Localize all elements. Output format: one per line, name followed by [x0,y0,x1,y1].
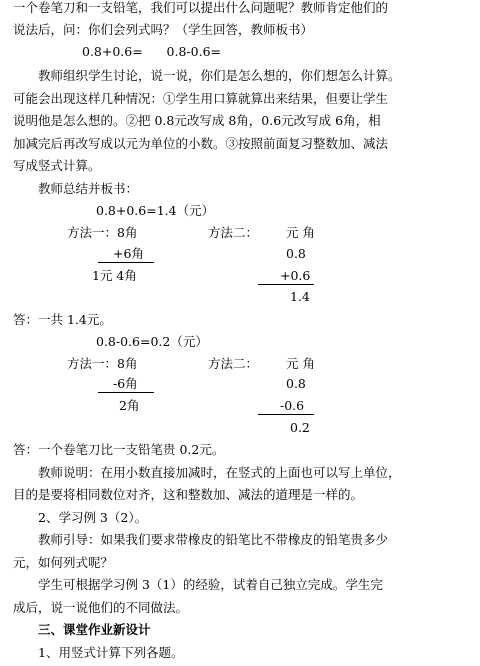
addition-equation: 0.8+0.6=1.4（元） [96,203,215,218]
subtraction-method2-row2: -0.6 [280,398,305,413]
addition-method2-row1: 0.8 [286,246,306,261]
subtraction-method2-line [258,414,314,415]
subtraction-method2-result: 0.2 [290,420,310,435]
paragraph-line: 写成竖式计算。 [13,158,101,173]
student-line: 成后，说一说他们的不同做法。 [13,600,189,615]
addition-method2-unit: 元角 [286,225,320,240]
addition-method2-line [258,284,314,285]
subtraction-method1-result: 2角 [119,398,140,413]
paragraph-line: 教师组织学生讨论，说一说，你们是怎么想的，你们想怎么计算。 [38,68,401,83]
addition-method2-result: 1.4 [290,289,310,304]
exercise-item: 1、用竖式计算下列各题。 [38,645,184,660]
explanation-line: 目的是要将相同数位对齐，这和整数加、减法的道理是一样的。 [13,487,364,502]
subtraction-method2-unit: 元角 [286,356,320,371]
addition-method2-row2: +0.6 [280,268,311,283]
addition-method1-row2: +6角 [113,246,144,261]
subtraction-equation: 0.8-0.6=0.2（元） [96,334,208,349]
explanation-line: 教师说明：在用小数直接加减时，在竖式的上面也可以写上单位， [38,465,401,480]
subtraction-answer: 答：一个卷笔刀比一支铅笔贵 0.2元。 [13,442,225,457]
summary-intro: 教师总结并板书： [38,181,139,196]
subtraction-method2-row1: 0.8 [286,376,306,391]
subtraction-method2-label: 方法二： [208,356,259,371]
addition-method1-line [98,262,154,263]
student-line: 学生可根据学习例 3（1）的经验，试着自己独立完成。学生完 [38,577,383,592]
equation-pair: 0.8+0.6= 0.8-0.6= [82,44,222,59]
subtraction-method1-label: 方法一：8角 [67,356,138,371]
paragraph-line: 说明他是怎么想的。②把 0.8元改写成 8角，0.6元改写成 6角，相 [13,113,381,128]
paragraph-line: 可能会出现这样几种情况：①学生用口算就算出来结果，但要让学生 [13,91,389,106]
subtraction-method1-line [98,392,154,393]
addition-answer: 答：一共 1.4元。 [13,312,112,327]
paragraph-line: 一个卷笔刀和一支铅笔，我们可以提出什么问题呢？教师肯定他们的 [13,0,389,15]
addition-method1-label: 方法一：8角 [67,225,138,240]
guide-line: 教师引导：如果我们要求带橡皮的铅笔比不带橡皮的铅笔贵多少 [38,532,389,547]
subtraction-method1-row2: -6角 [113,376,138,391]
paragraph-line: 加减完后再改写成以元为单位的小数。③按照前面复习整数加、减法 [13,136,389,151]
section-heading: 三、课堂作业新设计 [38,622,151,637]
guide-line: 元，如何列式呢？ [13,555,114,570]
addition-method1-result: 1元 4角 [92,268,137,283]
addition-method2-label: 方法二： [208,225,259,240]
example-heading: 2、学习例 3（2）。 [38,510,148,525]
paragraph-line: 说法后，问：你们会列式吗？（学生回答，教师板书） [13,22,314,37]
